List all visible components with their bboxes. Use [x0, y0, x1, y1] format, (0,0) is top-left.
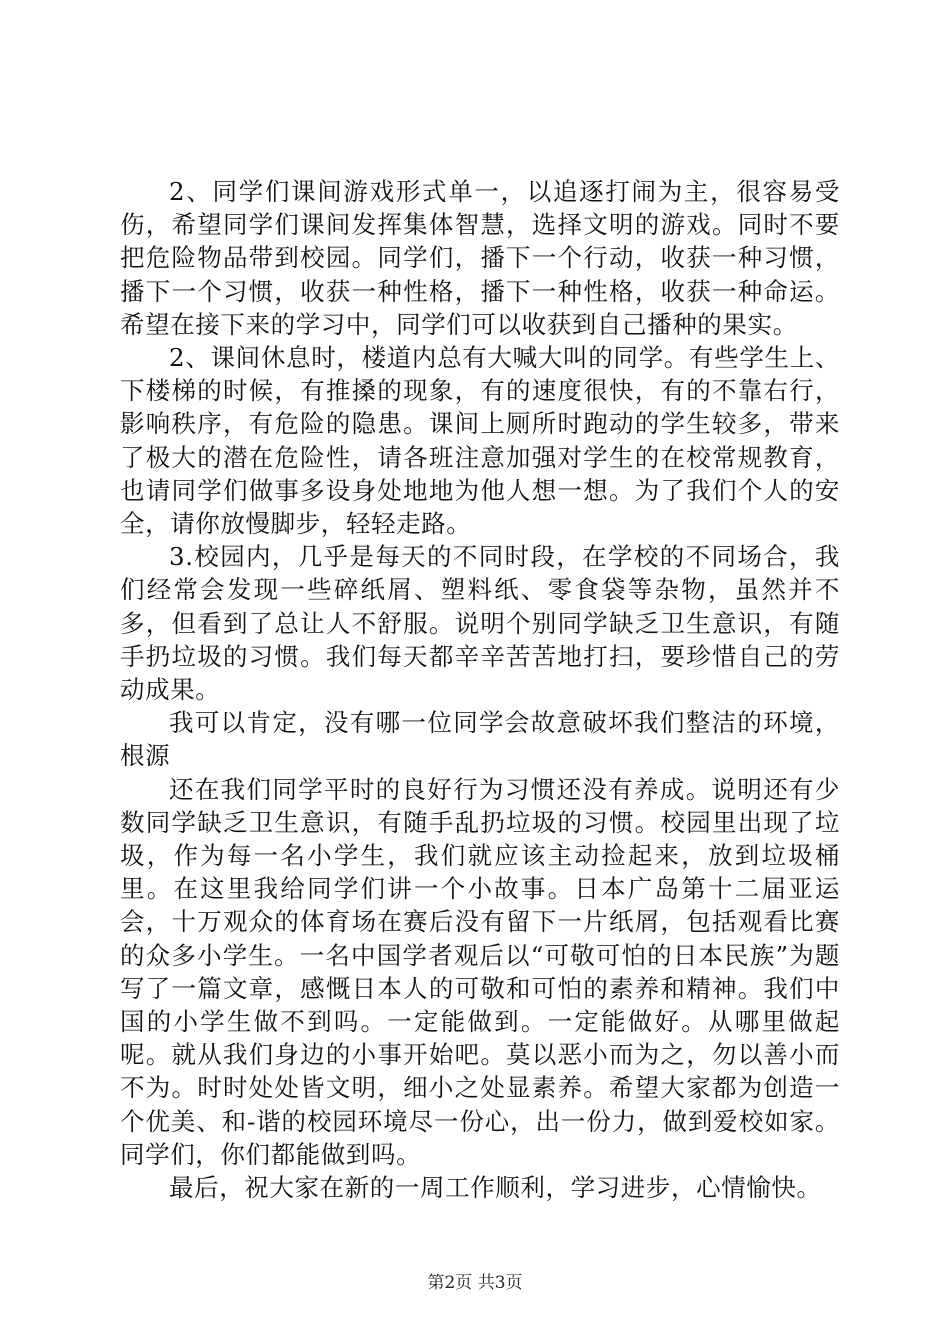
paragraph-5: 还在我们同学平时的良好行为习惯还没有养成。说明还有少数同学缺乏卫生意识，有随手乱扔垃圾的习惯。校园里出现了垃圾，作为每一名小学生，我们就应该主动捡起来，放到垃圾桶里。在这里我给同学们讲一个小故事。日本广岛第十二届亚运会，十万观众的体育场在赛后没有留下一片纸屑，包括观看比赛的众多小学生。一名中国学者观后以“可敬可怕的日本民族”为题写了一篇文章，感慨日本人的可敬和可怕的素养和精神。我们中国的小学生做不到吗。一定能做到。一定能做好。从哪里做起呢。就从我们身边的小事开始吧。莫以恶小而为之，勿以善小而不为。时时处处皆文明，细小之处显素养。希望大家都为创造一个优美、和-谐的校园环境尽一份心，出一份力，做到爱校如家。同学们，你们都能做到吗。 — [120, 774, 840, 1169]
paragraph-1: 2、同学们课间游戏形式单一，以追逐打闹为主，很容易受伤，希望同学们课间发挥集体智慧，选择文明的游戏。同时不要把危险物品带到校园。同学们，播下一个行动，收获一种习惯，播下一个习惯，收获一种性格，播下一种性格，收获一种命运。希望在接下来的学习中，同学们可以收获到自己播种的果实。 — [120, 177, 840, 339]
paragraph-4: 我可以肯定，没有哪一位同学会故意破坏我们整洁的环境，根源 — [120, 708, 840, 771]
paragraph-2: 2、课间休息时，楼道内总有大喊大叫的同学。有些学生上、下楼梯的时候，有推搡的现象，有的速度很快，有的不靠右行，影响秩序，有危险的隐患。课间上厕所时跑动的学生较多，带来了极大的潜在危险性，请各班注意加强对学生的在校常规教育，也请同学们做事多设身处地地为他人想一想。为了我们个人的安全，请你放慢脚步，轻轻走路。 — [120, 343, 840, 539]
document-body — [120, 175, 840, 1204]
page-footer: 第2页 共3页 — [427, 1273, 523, 1293]
paragraph-6: 最后，祝大家在新的一周工作顺利，学习进步，心情愉快。 — [169, 1173, 822, 1203]
paragraph-3: 3.校园内，几乎是每天的不同时段，在学校的不同场合，我们经常会发现一些碎纸屑、塑料纸、零食袋等杂物，虽然并不多，但看到了总让人不舒服。说明个别同学缺乏卫生意识，有随手扔垃圾的习惯。我们每天都辛辛苦苦地打扫，要珍惜自己的劳动成果。 — [120, 542, 840, 705]
